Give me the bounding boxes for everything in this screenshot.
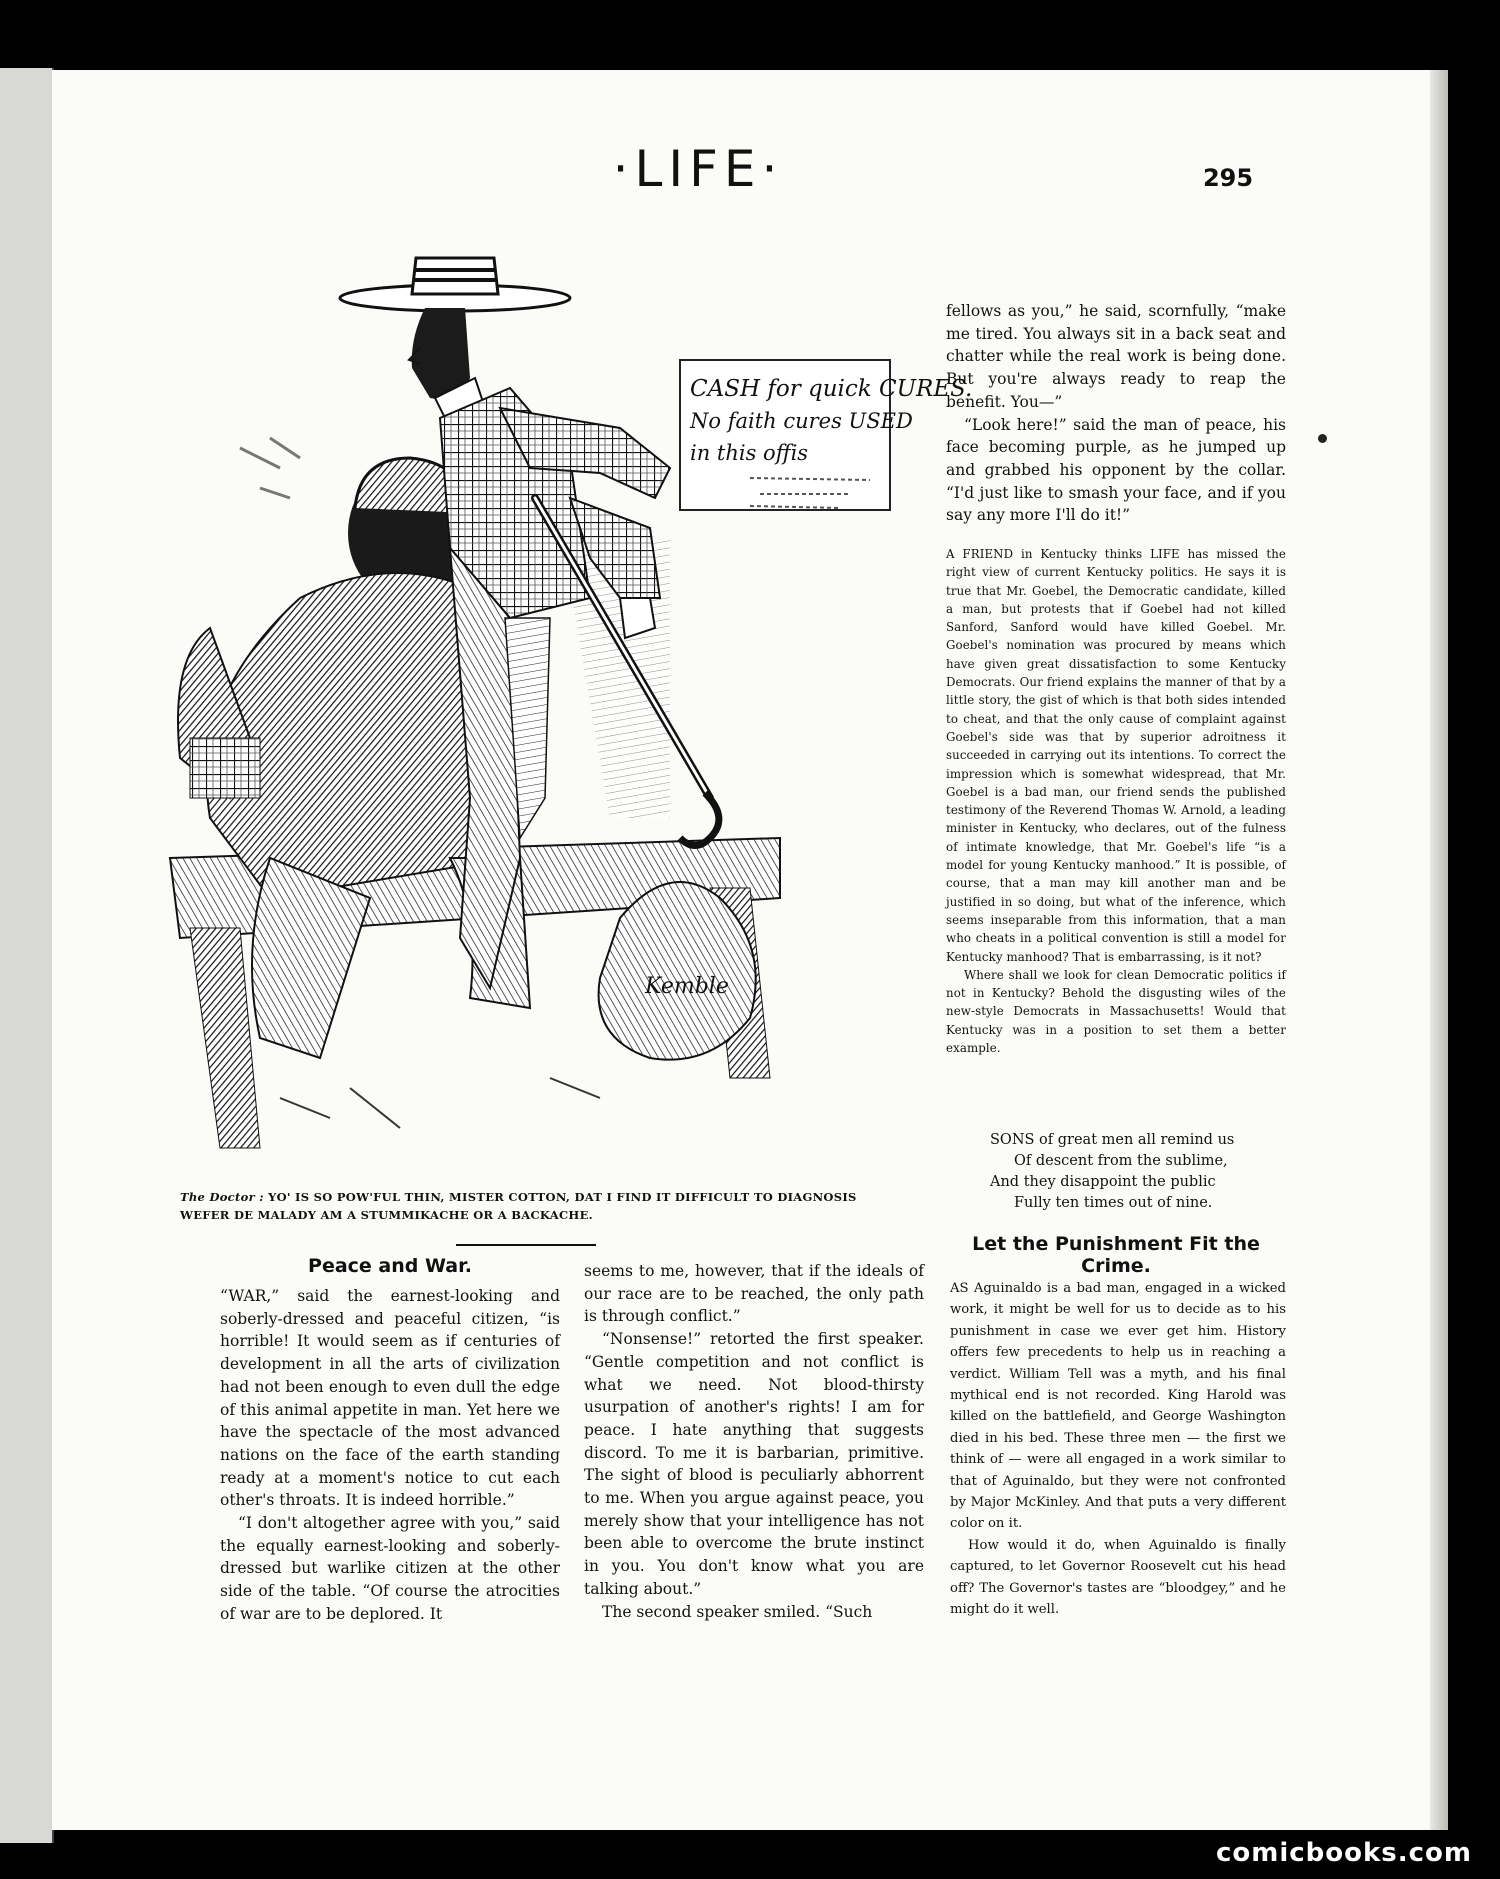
peace-war-paragraph: “I don't altogether agree with you,” said the equally earnest-looking and soberly-dressed but warlike citizen at the other side of the table. “Of course the atrocities of war are to be deplored. It xyxy=(220,1514,560,1623)
poem-line: And they disappoint the public xyxy=(990,1174,1216,1190)
peace-war-paragraph: The second speaker smiled. “Such xyxy=(602,1602,873,1621)
watermark: comicbooks.com xyxy=(1215,1838,1472,1868)
peace-war-paragraph: “Look here!” said the man of peace, his face becoming purple, as he jumped up and grabbed his opponent by the collar. “I'd just like to smash your face, and if you say any more I'll do it!” xyxy=(946,415,1286,525)
punishment-paragraph: How would it do, when Aguinaldo is finally captured, to let Governor Roosevelt cut his head off? The Governor's tastes are “bloodgey,” and he might do it well. xyxy=(950,1537,1286,1618)
poem-line: SONS of great men all remind us xyxy=(990,1132,1235,1148)
sign-line-1: CASH for quick CURES. xyxy=(690,376,973,402)
punishment-title: Let the Punishment Fit the Crime. xyxy=(972,1233,1260,1277)
caption-speaker: The Doctor : xyxy=(180,1190,264,1204)
ink-speck xyxy=(1318,434,1327,443)
cartoon-illustration xyxy=(150,298,973,1183)
masthead: ·LIFE· xyxy=(612,140,784,198)
peace-war-paragraph: “Nonsense!” retorted the first speaker. “Gentle competition and not conflict is what we need. Not blood-thirsty usurpation of another's rights! I am for peace. I hate anything that suggests discord. To me it is barbarian, primitive. The sight of blood is peculiarly abhorrent to me. When you argue against peace, you merely show that your intelligence has not been able to overcome the brute instinct in you. You don't know what you are talking about.” xyxy=(584,1330,924,1598)
poem-line: Of descent from the sublime, xyxy=(1014,1153,1228,1169)
peace-war-column-2 xyxy=(584,1260,924,1623)
caption-divider xyxy=(456,1244,596,1246)
peace-war-title: Peace and War. xyxy=(308,1255,472,1277)
kentucky-paragraph: Where shall we look for clean Democratic politics if not in Kentucky? Behold the disgusting wiles of the new-style Democrats in Massachusetts! Would that Kentucky was in a position to set them a better example. xyxy=(946,967,1286,1056)
sign-line-3: in this offis xyxy=(690,441,809,465)
peace-war-paragraph: “WAR,” said the earnest-looking and soberly-dressed and peaceful citizen, “is horrible! It would seem as if centuries of development in all the arts of civilization had not been enough to even dull the edge of this animal appetite in man. Yet here we have the spectacle of the most advanced nations on the face of the earth standing ready at a moment's notice to cut each other's throats. It is indeed horrible.” xyxy=(220,1287,560,1510)
peace-war-paragraph: seems to me, however, that if the ideals of our race are to be reached, the only path is through conflict.” xyxy=(584,1262,924,1326)
kentucky-paragraph: A FRIEND in Kentucky thinks LIFE has missed the right view of current Kentucky politics. He says it is true that Mr. Goebel, the Democratic candidate, killed a man, but protests that if Goebel had not killed Sanford, Sanford would have killed Goebel. Mr. Goebel's nomination was procured by means which have given great dissatisfaction to some Kentucky Democrats. Our friend explains the manner of that by a little story, the gist of which is that both sides intended to cheat, and that the only cause of complaint against Goebel's side was that by superior adroitness it succeeded in carrying out its intentions. To correct the impression which is somewhat widespread, that Mr. Goebel is a bad man, our friend sends the published testimony of the Reverend Thomas W. Arnold, a leading minister in Kentucky, who declares, out of the fulness of intimate knowledge, that Mr. Goebel's life “is a model for young Kentucky manhood.” It is possible, of course, that a man may kill another man and be justified in so doing, but what of the inference, which seems inseparable from this information, that a man who cheats in a political convention is still a model for Kentucky manhood? That is embarrassing, is it not? xyxy=(946,547,1286,964)
page-number: 295 xyxy=(1202,164,1254,192)
peace-war-paragraph: fellows as you,” he said, scornfully, “make me tired. You always sit in a back seat and chatter while the real work is being done. But you're always ready to reap the benefit. You—” xyxy=(946,302,1286,411)
peace-war-column-1 xyxy=(220,1285,560,1626)
caption-text: YO' IS SO POW'FUL THIN, MISTER COTTON, DAT I FIND IT DIFFICULT TO DIAGNOSIS WEFER DE MALADY AM A STUMMIKACHE OR A BACKACHE. xyxy=(180,1190,857,1222)
punishment-paragraph: AS Aguinaldo is a bad man, engaged in a wicked work, it might be well for us to decide as to his punishment in case we ever get him. History offers few precedents to help us in reaching a verdict. William Tell was a myth, and his final mythical end is not recorded. King Harold was killed on the battlefield, and George Washington died in his bed. These three men — the first we think of — were all engaged in a work similar to that of Aguinaldo, but they were not confronted by Major McKinley. And that puts a very different color on it. xyxy=(950,1281,1286,1532)
sign-line-2: No faith cures USED xyxy=(690,409,913,433)
illustration-caption xyxy=(180,1188,910,1224)
kentucky-editorial xyxy=(946,545,1286,1057)
poem-line: Fully ten times out of nine. xyxy=(1014,1195,1213,1211)
punishment-article xyxy=(950,1278,1286,1621)
page-edge xyxy=(1430,70,1448,1830)
left-page-edge xyxy=(0,68,54,1843)
peace-war-column-3 xyxy=(946,300,1286,527)
sons-poem xyxy=(990,1130,1290,1214)
artist-signature: Kemble xyxy=(645,974,729,999)
